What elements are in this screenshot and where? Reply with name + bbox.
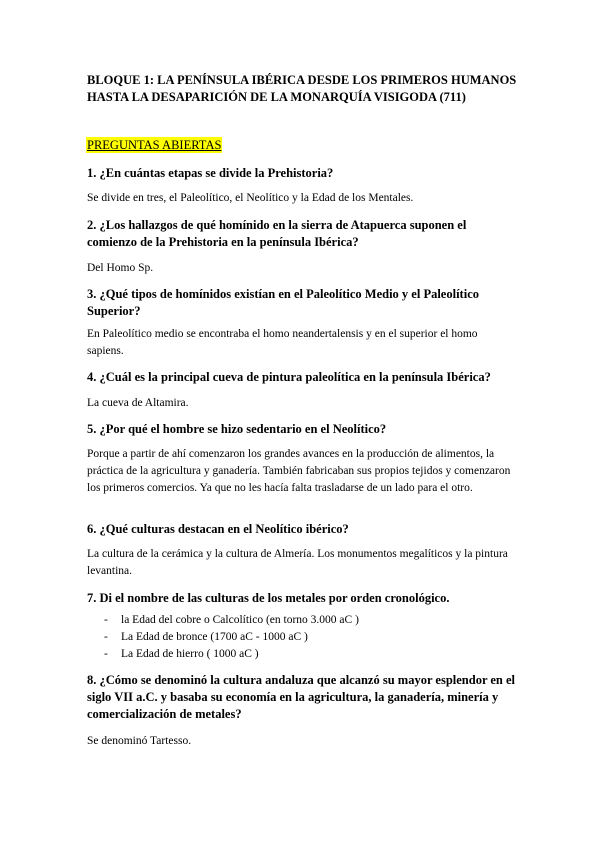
section-heading: PREGUNTAS ABIERTAS: [87, 138, 222, 152]
answer-8: Se denominó Tartesso.: [87, 735, 192, 747]
question-1: 1. ¿En cuántas etapas se divide la Prehistoria?: [87, 166, 334, 180]
list-item: [100, 646, 359, 663]
answer-2: Del Homo Sp.: [87, 262, 154, 274]
question-6: 6. ¿Qué culturas destacan en el Neolítico ibérico?: [87, 522, 349, 536]
bullet-dash: -: [104, 631, 108, 643]
list-item-text: La Edad de bronce (1700 aC - 1000 aC ): [121, 631, 308, 643]
question-3: 3. ¿Qué tipos de homínidos existían en el Paleolítico Medio y el Paleolítico Superior?: [87, 287, 479, 318]
answer-1: Se divide en tres, el Paleolítico, el Neolítico y la Edad de los Mentales.: [87, 192, 414, 204]
question-7: 7. Di el nombre de las culturas de los metales por orden cronológico.: [87, 591, 450, 605]
question-5: 5. ¿Por qué el hombre se hizo sedentario en el Neolítico?: [87, 422, 387, 436]
answer-4: La cueva de Altamira.: [87, 397, 189, 409]
list-item-text: La Edad de hierro ( 1000 aC ): [121, 648, 259, 660]
list-item: [100, 629, 359, 646]
question-8: 8. ¿Cómo se denominó la cultura andaluza que alcanzó su mayor esplendor en el siglo VII a.C. y basaba su economía en la agricultura, la ganadería, minería y comercialización de metales?: [87, 673, 516, 721]
question-4: 4. ¿Cuál es la principal cueva de pintura paleolítica en la península Ibérica?: [87, 370, 491, 384]
title-line-1: BLOQUE 1: LA PENÍNSULA IBÉRICA DESDE LOS PRIMEROS HUMANOS: [87, 73, 517, 87]
document-title: [87, 72, 517, 106]
answer-6: La cultura de la cerámica y la cultura de Almería. Los monumentos megalíticos y la pintura levantina.: [87, 548, 508, 577]
title-line-2: HASTA LA DESAPARICIÓN DE LA MONARQUÍA VISIGODA (711): [87, 90, 466, 104]
metals-list: [100, 612, 359, 663]
list-item: [100, 612, 359, 629]
answer-5: Porque a partir de ahí comenzaron los grandes avances en la producción de alimentos, la práctica de la agricultura y ganadería. También fabricaban sus propios tejidos y comenzaron los primeros comercios. Ya que no les hacía falta trasladarse de un lado para el otro.: [87, 448, 511, 494]
question-2: 2. ¿Los hallazgos de qué homínido en la sierra de Atapuerca suponen el comienzo de la Prehistoria en la península Ibérica?: [87, 218, 467, 249]
list-item-text: la Edad del cobre o Calcolítico (en torno 3.000 aC ): [121, 614, 359, 626]
bullet-dash: -: [104, 648, 108, 660]
answer-3: En Paleolítico medio se encontraba el homo neandertalensis y en el superior el homo sapiens.: [87, 328, 478, 357]
bullet-dash: -: [104, 614, 108, 626]
